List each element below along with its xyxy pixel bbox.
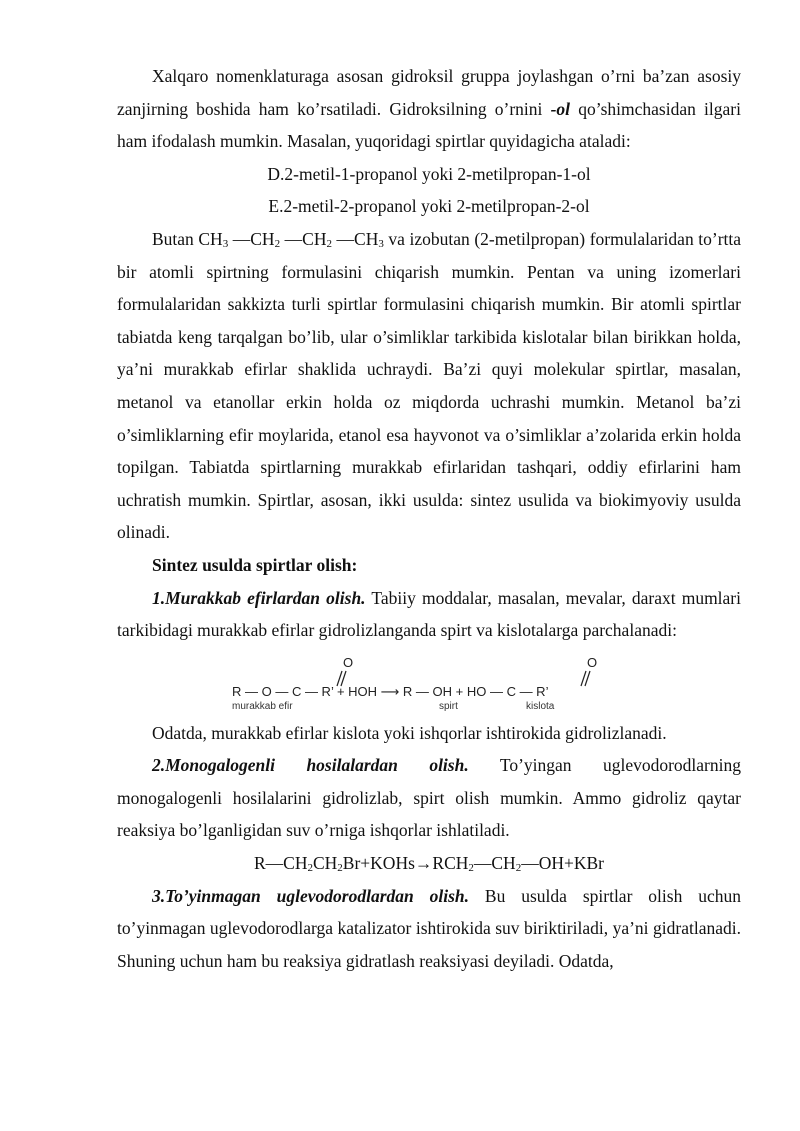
paragraph-butane: Butan $CH_3$ $—CH_2$ $—CH_2$ $—CH_3$ va izobutan (2-metilpropan) formulalaridan to’rtta bir atomli spirtning formulasini chiqarish mumkin. Pentan va uning izomerlari formulalaridan sakkizta turli spirtlar formulasini chiqarish mumkin. Bir atomli spirtlar tabiatda keng tarqalgan bo’lib, ular o’simliklar tarkibida kislotalar bilan birikkan holda, ya’ni murakkab efirlar shaklida uchraydi. Ba’zi quyi molekular spirtlar, masalan, metanol va etanollar erkin holda oz miqdorda uchrashi mumkin. Metanol ba’zi o’simliklarning efir moylarida, etanol esa hayvonot va o’simliklar a’zolarida erkin holda topilgan. Tabiatda spirtlarning murakkab efirlaridan tashqari, oddiy efirlarini ham uchratish mumkin. Spirtlar, asosan, ikki usulda: sintez usulida va biokimyoviy usulda olinadi. (117, 228, 742, 543)
paragraph-esters: 1.Murakkab efirlardan olish. Tabiiy moddalar, masalan, mevalar, daraxt mumlari tarkibidagi murakkab efirlar gidrolizlanganda spirt va kislotalarga parchalanadi: (117, 587, 741, 641)
reaction-image (117, 647, 741, 717)
reaction-equation: R — O — C — R’ + HOH ⟶ R — OH + HO — C — R’ (232, 683, 549, 699)
paragraph-unsaturated: 3.To’yinmagan uglevodorodlardan olish. Bu usulda spirtlar olish uchun to’yinmagan uglevodorodlarga katalizator ishtirokida suv biriktiriladi, ya’ni gidratlanadi. Shuning uchun ham bu reaksiya gidratlash reaksiyasi deyiladi. Odatda, (117, 885, 742, 971)
name-d: D.2-metil-1-propanol yoki 2-metilpropan-1-ol (267, 163, 591, 184)
method-1-title: 1.Murakkab efirlardan olish. (152, 587, 366, 608)
suffix-ol: -ol (550, 98, 571, 119)
label-alcohol: spirt (439, 700, 458, 712)
oxygen-left: O (343, 654, 354, 670)
name-e: E.2-metil-2-propanol yoki 2-metilpropan-2-ol (268, 196, 590, 217)
oxygen-right: O (587, 654, 598, 670)
document-page (117, 60, 741, 977)
label-ester: murakkab efir (232, 700, 293, 712)
paragraph-monohalogen: 2.Monogalogenli hosilalardan olish. To’yingan uglevodorodlarning monogalogenli hosilalarini gidrolizlab, spirt olish mumkin. Ammo gidroliz qaytar reaksiya bo’lganligidan suv o’rniga ishqorlar ishlatiladi. (117, 755, 741, 841)
paragraph-hydrolysis-note: Odatda, murakkab efirlar kislota yoki ishqorlar ishtirokida gidrolizlanadi. (152, 722, 667, 743)
paragraph-nomenclature: Xalqaro nomenklaturaga asosan gidroksil gruppa joylashgan o’rni ba’zan asosiy zanjirning boshida ham ko’rsatiladi. Gidroksilning o’rnini -ol qo’shimchasidan ilgari ham ifodalash mumkin. Masalan, yuqoridagi spirtlar quyidagicha ataladi: (117, 66, 741, 152)
method-3-title: 3.To’yinmagan uglevodorodlardan olish. (152, 885, 470, 906)
section-heading: Sintez usulda spirtlar olish: (152, 554, 358, 575)
label-acid: kislota (526, 700, 555, 712)
reaction-2: $R—CH_2CH_2Br+KOHs\to RCH_2—CH_2—OH+KBr$ (254, 853, 604, 875)
ester-hydrolysis-reaction (117, 647, 741, 717)
method-2-title: 2.Monogalogenli hosilalardan olish. (152, 755, 469, 776)
